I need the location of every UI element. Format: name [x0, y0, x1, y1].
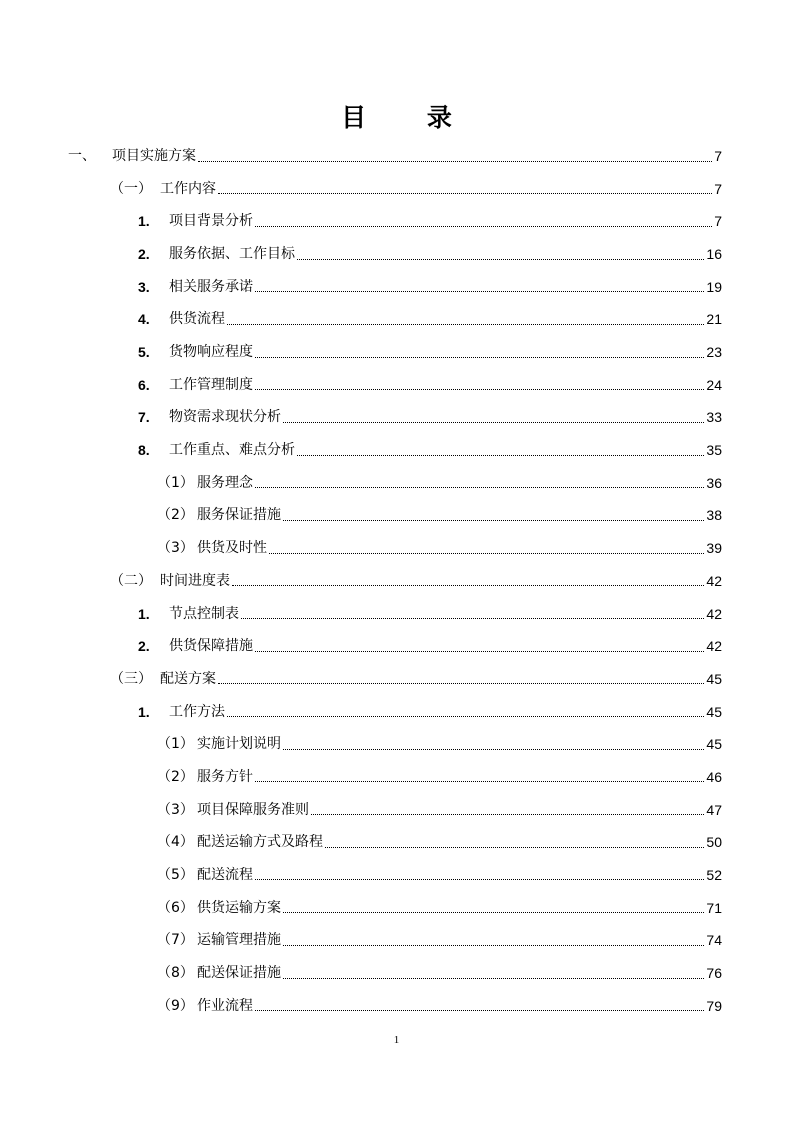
- toc-dot-leader: [269, 553, 704, 554]
- toc-dot-leader: [255, 879, 704, 880]
- toc-entry[interactable]: [138, 630, 722, 662]
- toc-dot-leader: [283, 912, 704, 913]
- toc-entry-number: 1.: [138, 213, 150, 230]
- toc-entry-number: 2.: [138, 638, 150, 655]
- toc-entry[interactable]: [157, 826, 722, 858]
- toc-entry[interactable]: [110, 565, 722, 597]
- toc-entry[interactable]: [68, 140, 722, 172]
- toc-entry-title: 服务保证措施: [197, 507, 281, 524]
- toc-entry-page: 52: [706, 866, 722, 883]
- toc-dot-leader: [255, 1010, 704, 1011]
- toc-dot-leader: [297, 259, 704, 260]
- toc-entry[interactable]: [138, 205, 722, 237]
- toc-entry[interactable]: [110, 173, 722, 205]
- toc-entry-title: 物资需求现状分析: [169, 409, 281, 426]
- toc-dot-leader: [283, 520, 704, 521]
- toc-dot-leader: [283, 749, 704, 750]
- toc-entry-title: 供货运输方案: [197, 899, 281, 916]
- toc-dot-leader: [227, 324, 704, 325]
- toc-entry-page: 74: [706, 932, 722, 949]
- toc-entry-number: （3）: [157, 540, 194, 557]
- toc-entry-number: 8.: [138, 442, 150, 459]
- toc-entry[interactable]: [138, 271, 722, 303]
- toc-entry-title: 节点控制表: [169, 605, 239, 622]
- toc-entry-title: 运输管理措施: [197, 932, 281, 949]
- toc-dot-leader: [255, 226, 712, 227]
- toc-dot-leader: [283, 978, 704, 979]
- toc-entry-title: 工作重点、难点分析: [169, 442, 295, 459]
- toc-entry-number: 1.: [138, 703, 150, 720]
- toc-entry-title: 项目保障服务准则: [197, 801, 309, 818]
- toc-dot-leader: [227, 716, 704, 717]
- toc-entry-number: 5.: [138, 344, 150, 361]
- toc-entry-title: 配送运输方式及路程: [197, 834, 323, 851]
- toc-entry[interactable]: [157, 499, 722, 531]
- toc-entry[interactable]: [138, 696, 722, 728]
- toc-entry-page: 19: [706, 278, 722, 295]
- toc-entry-title: 时间进度表: [160, 572, 230, 589]
- toc-entry-page: 47: [706, 801, 722, 818]
- toc-entry-page: 45: [706, 670, 722, 687]
- toc-entry-number: 1.: [138, 605, 150, 622]
- toc-entry-number: （6）: [157, 899, 194, 916]
- toc-entry-number: 2.: [138, 246, 150, 263]
- toc-entry-number: （2）: [157, 507, 194, 524]
- toc-entry[interactable]: [157, 794, 722, 826]
- toc-dot-leader: [241, 618, 704, 619]
- toc-entry-title: 供货及时性: [197, 540, 267, 557]
- toc-entry[interactable]: [157, 892, 722, 924]
- toc-entry-title: 工作方法: [169, 703, 225, 720]
- toc-entry-title: 项目实施方案: [112, 148, 196, 164]
- toc-entry-page: 7: [714, 180, 722, 197]
- toc-entry-number: （8）: [157, 965, 194, 981]
- toc-entry-page: 33: [706, 409, 722, 426]
- toc-entry-number: （1）: [157, 474, 194, 491]
- toc-entry-number: （三）: [110, 670, 152, 687]
- toc-entry-number: （5）: [157, 866, 194, 883]
- toc-entry-page: 76: [706, 965, 722, 981]
- toc-dot-leader: [255, 357, 704, 358]
- toc-dot-leader: [283, 422, 704, 423]
- toc-entry-number: 一、: [68, 148, 96, 164]
- toc-entry[interactable]: [157, 957, 722, 989]
- toc-entry-title: 相关服务承诺: [169, 278, 253, 295]
- toc-entry-title: 项目背景分析: [169, 213, 253, 230]
- toc-entry-page: 38: [706, 507, 722, 524]
- toc-entry[interactable]: [157, 728, 722, 760]
- toc-entry-number: 7.: [138, 409, 150, 426]
- toc-entry-page: 50: [706, 834, 722, 851]
- toc-entry[interactable]: [138, 598, 722, 630]
- toc-entry-title: 供货流程: [169, 311, 225, 328]
- toc-entry[interactable]: [157, 924, 722, 956]
- toc-title: 目 录: [341, 103, 478, 132]
- toc-entry-page: 45: [706, 736, 722, 753]
- toc-entry-number: （4）: [157, 834, 194, 851]
- toc-entry-title: 配送流程: [197, 866, 253, 883]
- toc-entry-number: （9）: [157, 997, 194, 1014]
- toc-entry-page: 45: [706, 703, 722, 720]
- toc-entry-title: 作业流程: [197, 997, 253, 1014]
- toc-entry[interactable]: [110, 663, 722, 695]
- toc-entry[interactable]: [157, 532, 722, 564]
- toc-dot-leader: [255, 389, 704, 390]
- toc-entry-title: 货物响应程度: [169, 344, 253, 361]
- toc-dot-leader: [255, 651, 704, 652]
- toc-entry-title: 工作内容: [160, 180, 216, 197]
- toc-entry[interactable]: [138, 238, 722, 270]
- toc-entry[interactable]: [138, 336, 722, 368]
- toc-dot-leader: [297, 455, 704, 456]
- toc-entry-number: （一）: [110, 180, 152, 197]
- toc-dot-leader: [218, 683, 704, 684]
- toc-entry[interactable]: [157, 990, 722, 1022]
- toc-entry-page: 24: [706, 376, 722, 393]
- toc-entry-number: 3.: [138, 278, 150, 295]
- toc-entry-page: 21: [706, 311, 722, 328]
- toc-entry[interactable]: [138, 369, 722, 401]
- toc-entry-title: 配送方案: [160, 670, 216, 687]
- toc-dot-leader: [255, 487, 704, 488]
- toc-entry-page: 16: [706, 246, 722, 263]
- toc-entry-page: 42: [706, 605, 722, 622]
- toc-entry-number: （1）: [157, 736, 194, 753]
- toc-entry-page: 7: [714, 213, 722, 230]
- toc-entry-page: 39: [706, 540, 722, 557]
- toc-entry-page: 23: [706, 344, 722, 361]
- toc-entry[interactable]: [138, 303, 722, 335]
- toc-entry-number: （7）: [157, 932, 194, 949]
- toc-entry-page: 42: [706, 638, 722, 655]
- toc-entry-title: 配送保证措施: [197, 965, 281, 981]
- toc-entry-page: 36: [706, 474, 722, 491]
- toc-entry-page: 42: [706, 572, 722, 589]
- toc-entry-number: 6.: [138, 376, 150, 393]
- toc-dot-leader: [218, 193, 712, 194]
- toc-entry-number: （二）: [110, 572, 152, 589]
- toc-entry-title: 工作管理制度: [169, 376, 253, 393]
- toc-entry-number: （2）: [157, 768, 194, 785]
- toc-dot-leader: [255, 291, 704, 292]
- page-number: 1: [393, 1034, 400, 1046]
- toc-entry[interactable]: [157, 859, 722, 891]
- toc-entry-number: （3）: [157, 801, 194, 818]
- toc-dot-leader: [198, 161, 712, 162]
- toc-dot-leader: [283, 945, 704, 946]
- toc-dot-leader: [325, 847, 704, 848]
- toc-entry-title: 服务依据、工作目标: [169, 246, 295, 263]
- toc-dot-leader: [255, 781, 704, 782]
- toc-entry-title: 供货保障措施: [169, 638, 253, 655]
- toc-dot-leader: [232, 585, 704, 586]
- toc-entry[interactable]: [138, 401, 722, 433]
- toc-entry-page: 46: [706, 768, 722, 785]
- toc-entry[interactable]: [138, 434, 722, 466]
- toc-entry-title: 实施计划说明: [197, 736, 281, 753]
- toc-entry-number: 4.: [138, 311, 150, 328]
- toc-entry-title: 服务理念: [197, 474, 253, 491]
- toc-entry-title: 服务方针: [197, 768, 253, 785]
- toc-entry-page: 79: [706, 997, 722, 1014]
- toc-entry[interactable]: [157, 467, 722, 499]
- toc-entry[interactable]: [157, 761, 722, 793]
- toc-dot-leader: [311, 814, 704, 815]
- toc-entry-page: 35: [706, 442, 722, 459]
- toc-entry-page: 71: [706, 899, 722, 916]
- toc-entry-page: 7: [714, 148, 722, 164]
